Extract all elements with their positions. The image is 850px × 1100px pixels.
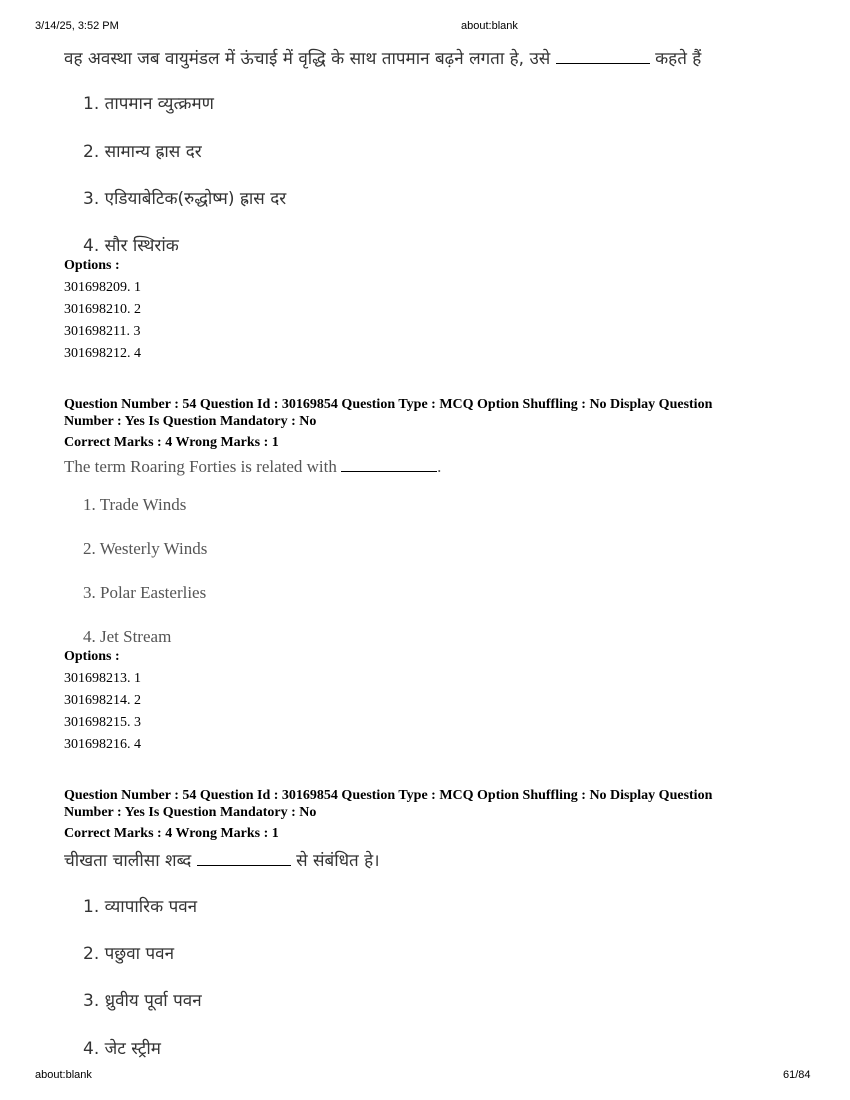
question-meta-line2: Number : Yes Is Question Mandatory : No (64, 805, 317, 820)
choice-3: 3. एडियाबेटिक(रुद्धोष्म) ह्रास दर (83, 189, 287, 209)
option-id-3: 301698215. 3 (64, 715, 141, 730)
answer-blank (341, 454, 437, 472)
question-meta-line1: Question Number : 54 Question Id : 30169854 Question Type : MCQ Option Shuffling : No Display Question (64, 397, 713, 412)
option-id-1: 301698209. 1 (64, 280, 141, 295)
options-label: Options : (64, 649, 120, 664)
question-text-part2: . (437, 457, 442, 476)
choice-3: 3. ध्रुवीय पूर्वा पवन (83, 991, 202, 1011)
choice-1: 1. Trade Winds (83, 495, 187, 514)
print-datetime: 3/14/25, 3:52 PM (35, 20, 119, 32)
question-meta (64, 787, 784, 821)
options-label: Options : (64, 258, 120, 273)
question-text-part1: वह अवस्था जब वायुमंडल में ऊंचाई में वृद्धि के साथ तापमान बढ़ने लगता हे, उसे (64, 49, 551, 69)
option-id-1: 301698213. 1 (64, 671, 141, 686)
page-number: 61/84 (783, 1069, 811, 1081)
question-54-text (64, 454, 441, 477)
question-54-hindi-text (64, 848, 380, 871)
choice-1: 1. तापमान व्युत्क्रमण (83, 94, 214, 114)
option-id-4: 301698212. 4 (64, 346, 141, 361)
choice-2: 2. सामान्य ह्रास दर (83, 142, 202, 162)
choice-4: 4. सौर स्थिरांक (83, 236, 179, 256)
choice-2: 2. पछुवा पवन (83, 944, 174, 964)
question-text-part1: चीखता चालीसा शब्द (64, 851, 192, 871)
question-meta-line2: Number : Yes Is Question Mandatory : No (64, 414, 317, 429)
question-marks: Correct Marks : 4 Wrong Marks : 1 (64, 435, 279, 450)
question-53-text (64, 46, 701, 69)
option-id-2: 301698210. 2 (64, 302, 141, 317)
question-meta (64, 396, 784, 430)
print-footer-url: about:blank (35, 1069, 92, 1081)
option-id-2: 301698214. 2 (64, 693, 141, 708)
choice-1: 1. व्यापारिक पवन (83, 897, 198, 917)
choice-4: 4. जेट स्ट्रीम (83, 1039, 161, 1059)
question-text-part1: The term Roaring Forties is related with (64, 457, 337, 476)
question-marks: Correct Marks : 4 Wrong Marks : 1 (64, 826, 279, 841)
choice-3: 3. Polar Easterlies (83, 583, 207, 602)
answer-blank (556, 46, 650, 64)
choice-4: 4. Jet Stream (83, 627, 172, 646)
print-header-url: about:blank (461, 20, 518, 32)
question-meta-line1: Question Number : 54 Question Id : 30169854 Question Type : MCQ Option Shuffling : No Display Question (64, 788, 713, 803)
question-text-part2: कहते हैं (655, 49, 702, 69)
option-id-3: 301698211. 3 (64, 324, 141, 339)
question-text-part2: से संबंधित हे। (296, 851, 380, 871)
answer-blank (197, 848, 291, 866)
option-id-4: 301698216. 4 (64, 737, 141, 752)
choice-2: 2. Westerly Winds (83, 539, 208, 558)
